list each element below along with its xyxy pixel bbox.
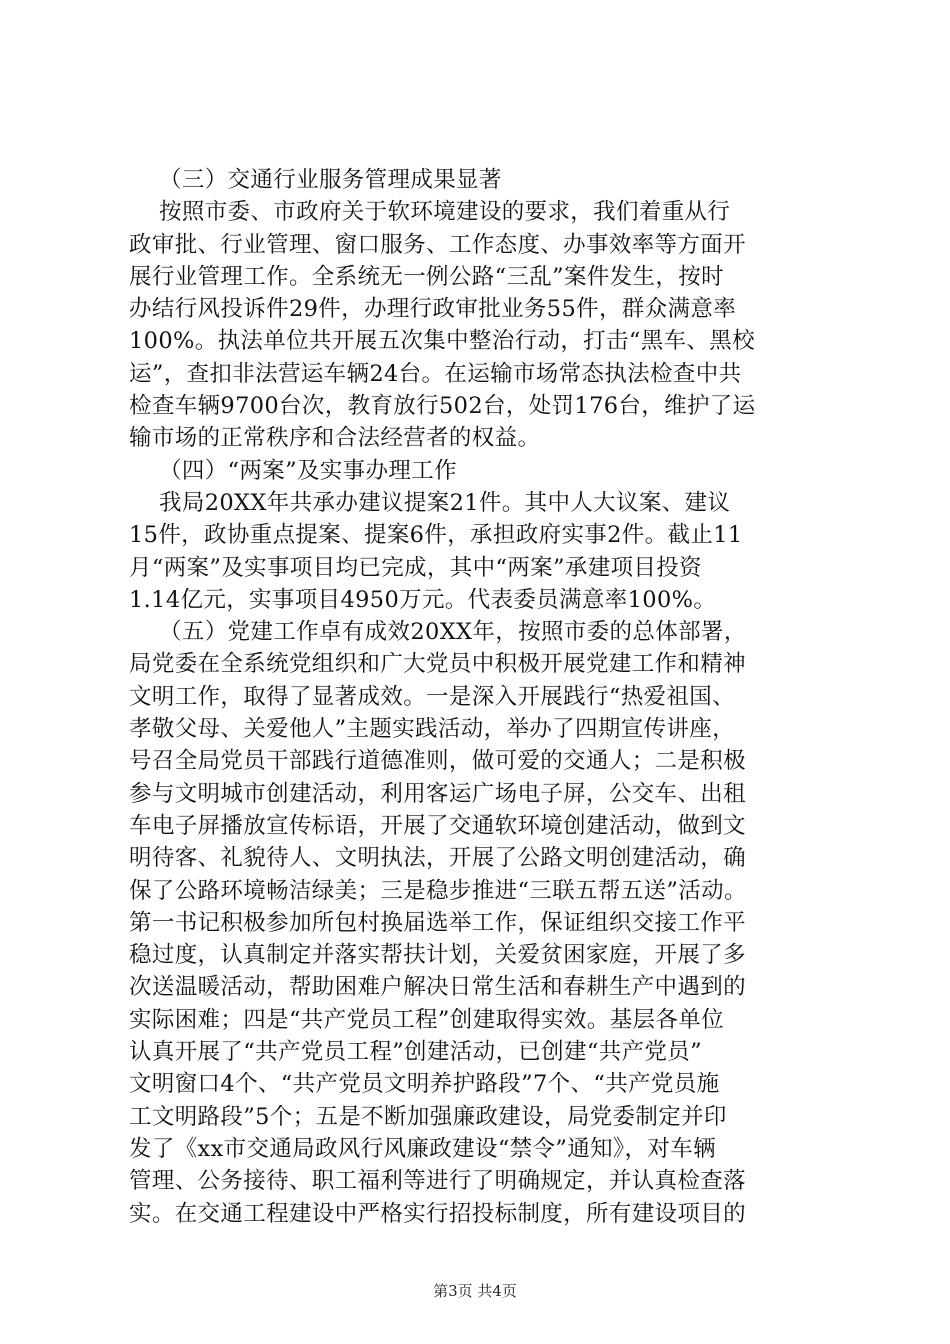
text-line: 认真开展了“共产党员工程”创建活动，已创建“共产党员” <box>129 1039 702 1066</box>
text-line: 管理、公务接待、职工福利等进行了明确规定，并认真检查落 <box>129 1168 746 1195</box>
text-line: 实际困难；四是“共产党员工程”创建取得实效。基层各单位 <box>129 1006 724 1033</box>
text-line: 检查车辆9700台次，教育放行502台，处罚176台，维护了运 <box>129 393 756 420</box>
text-line: 第一书记积极参加所包村换届选举工作，保证组织交接工作平 <box>129 909 746 936</box>
text-line: 发了《xx市交通局政风行风廉政建设“禁令”通知》，对车辆 <box>129 1135 716 1162</box>
text-line: 稳过度，认真制定并落实帮扶计划，关爱贫困家庭，开展了多 <box>129 942 746 969</box>
text-line: 明待客、礼貌待人、文明执法，开展了公路文明创建活动，确 <box>129 845 746 872</box>
text-line: 运”，查扣非法营运车辆24台。在运输市场常态执法检查中共 <box>129 360 742 387</box>
text-line: 文明工作，取得了显著成效。一是深入开展践行“热爱祖国、 <box>129 683 735 710</box>
text-line: 实。在交通工程建设中严格实行招投标制度，所有建设项目的 <box>129 1200 746 1227</box>
text-line: （五）党建工作卓有成效20XX年，按照市委的总体部署， <box>129 619 747 646</box>
text-line: 参与文明城市创建活动，利用客运广场电子屏，公交车、出租 <box>129 780 746 807</box>
text-line: 15件，政协重点提案、提案6件，承担政府实事2件。截止11 <box>129 522 743 549</box>
text-line: 孝敬父母、关爱他人”主题实践活动，举办了四期宣传讲座， <box>129 716 735 743</box>
text-line: 月“两案”及实事项目均已完成，其中“两案”承建项目投资 <box>129 554 702 581</box>
text-line: 政审批、行业管理、窗口服务、工作态度、办事效率等方面开 <box>129 231 746 258</box>
text-line: （四）“两案”及实事办理工作 <box>129 457 457 484</box>
text-line: 局党委在全系统党组织和广大党员中积极开展党建工作和精神 <box>129 651 746 678</box>
text-line: 文明窗口4个、“共产党员文明养护路段”7个、“共产党员施 <box>129 1071 720 1098</box>
text-line: （三）交通行业服务管理成果显著 <box>129 167 502 193</box>
text-line: 工文明路段”5个；五是不断加强廉政建设，局党委制定并印 <box>129 1103 727 1130</box>
text-line: 我局20XX年共承办建议提案21件。其中人大议案、建议 <box>129 489 731 516</box>
text-line: 保了公路环境畅洁绿美；三是稳步推进“三联五帮五送”活动。 <box>129 877 747 904</box>
page-footer: 第3页 共4页 <box>433 1282 517 1300</box>
text-line: 号召全局党员干部践行道德准则，做可爱的交通人；二是积极 <box>129 748 746 775</box>
document-body <box>129 164 835 1230</box>
text-line: 输市场的正常秩序和合法经营者的权益。 <box>129 425 541 452</box>
text-line: 按照市委、市政府关于软环境建设的要求，我们着重从行 <box>129 199 731 226</box>
text-line: 1.14亿元，实事项目4950万元。代表委员满意率100%。 <box>129 586 717 613</box>
text-line: 展行业管理工作。全系统无一例公路“三乱”案件发生，按时 <box>129 263 724 290</box>
text-line: 车电子屏播放宣传标语，开展了交通软环境创建活动，做到文 <box>129 812 746 839</box>
text-line: 办结行风投诉件29件，办理行政审批业务55件，群众满意率 <box>129 296 737 323</box>
text-line: 次送温暖活动，帮助困难户解决日常生活和春耕生产中遇到的 <box>129 974 746 1001</box>
text-line: 100%。执法单位共开展五次集中整治行动，打击“黑车、黑校 <box>129 328 755 355</box>
